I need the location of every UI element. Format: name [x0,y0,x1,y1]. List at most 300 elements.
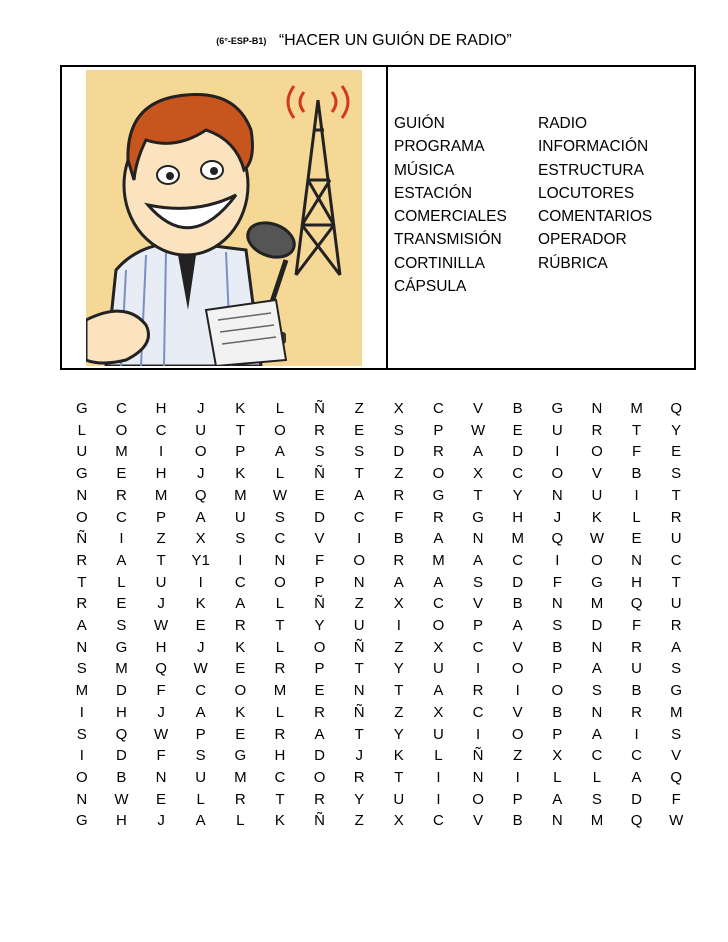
grid-letter[interactable]: Y1 [191,551,210,569]
grid-letter[interactable]: A [314,725,325,743]
grid-letter[interactable]: T [394,682,404,700]
grid-letter[interactable]: S [393,421,404,439]
grid-letter[interactable]: C [433,400,444,417]
grid-letter[interactable]: W [153,617,169,635]
grid-letter[interactable]: Ñ [314,595,325,613]
grid-letter[interactable]: Z [354,595,364,613]
grid-letter[interactable]: T [671,573,681,591]
grid-letter[interactable]: C [512,465,524,483]
grid-letter[interactable]: Q [670,768,683,786]
grid-letter[interactable]: G [591,573,603,591]
grid-letter[interactable]: M [115,443,128,461]
grid-letter[interactable]: B [552,703,563,721]
grid-letter[interactable]: U [76,443,88,461]
grid-letter[interactable]: J [355,747,363,765]
grid-letter[interactable]: O [591,551,603,569]
grid-letter[interactable]: G [432,486,445,504]
grid-letter[interactable]: A [591,660,602,678]
grid-letter[interactable]: M [590,812,604,830]
grid-letter[interactable]: H [155,465,167,483]
grid-letter[interactable]: P [552,660,563,678]
grid-letter[interactable]: J [157,595,165,613]
grid-letter[interactable]: H [116,703,127,721]
grid-letter[interactable]: V [314,530,325,548]
grid-letter[interactable]: J [553,508,562,526]
grid-letter[interactable]: S [235,530,246,548]
grid-letter[interactable]: P [314,573,325,591]
grid-letter[interactable]: X [393,400,404,417]
grid-letter[interactable]: J [157,812,165,830]
grid-letter[interactable]: Z [394,465,404,483]
grid-letter[interactable]: O [274,421,286,439]
grid-letter[interactable]: Y [393,660,404,678]
grid-letter[interactable]: S [195,747,206,765]
grid-letter[interactable]: K [195,595,206,613]
grid-letter[interactable]: R [393,486,405,504]
grid-letter[interactable]: N [472,768,484,786]
grid-letter[interactable]: J [196,400,205,417]
grid-letter[interactable]: W [589,530,605,548]
grid-letter[interactable]: S [314,443,325,461]
grid-letter[interactable]: R [353,768,365,786]
grid-letter[interactable]: Y [354,790,365,808]
grid-letter[interactable]: F [156,747,166,765]
grid-letter[interactable]: C [631,747,642,765]
grid-letter[interactable]: S [76,725,87,743]
grid-letter[interactable]: O [511,660,524,678]
grid-letter[interactable]: P [235,443,246,461]
grid-letter[interactable]: G [75,465,88,483]
grid-letter[interactable]: N [591,703,603,721]
grid-letter[interactable]: R [274,660,286,678]
grid-letter[interactable]: C [512,551,524,569]
grid-letter[interactable]: T [77,573,87,591]
grid-letter[interactable]: R [76,595,88,613]
grid-letter[interactable]: H [155,400,167,417]
grid-letter[interactable]: O [313,638,326,656]
grid-letter[interactable]: N [591,400,603,417]
grid-letter[interactable]: X [393,595,404,613]
grid-letter[interactable]: H [155,638,167,656]
grid-letter[interactable]: R [670,617,682,635]
grid-letter[interactable]: N [631,551,642,569]
grid-letter[interactable]: A [591,725,602,743]
grid-letter[interactable]: L [275,703,285,721]
grid-letter[interactable]: X [393,812,404,830]
grid-letter[interactable]: O [591,443,603,461]
grid-letter[interactable]: C [433,812,444,830]
grid-letter[interactable]: L [236,812,245,830]
grid-letter[interactable]: C [472,703,484,721]
grid-letter[interactable]: S [274,508,285,526]
grid-letter[interactable]: M [75,682,89,700]
grid-letter[interactable]: Z [354,812,364,830]
grid-letter[interactable]: E [156,790,167,808]
grid-letter[interactable]: A [433,530,444,548]
grid-letter[interactable]: Q [194,486,207,504]
grid-letter[interactable]: M [234,768,247,786]
grid-letter[interactable]: K [591,508,602,526]
grid-letter[interactable]: I [475,725,481,743]
grid-letter[interactable]: T [671,486,681,504]
grid-letter[interactable]: U [433,725,444,743]
grid-letter[interactable]: N [472,530,484,548]
grid-letter[interactable]: Ñ [353,638,365,656]
grid-letter[interactable]: O [551,682,564,700]
grid-letter[interactable]: G [115,638,128,656]
grid-letter[interactable]: G [234,747,247,765]
grid-letter[interactable]: C [433,595,444,613]
grid-letter[interactable]: Ñ [353,703,365,721]
grid-letter[interactable]: T [235,421,245,439]
grid-letter[interactable]: P [512,790,523,808]
grid-letter[interactable]: U [234,508,246,526]
grid-letter[interactable]: I [436,768,441,786]
grid-letter[interactable]: B [552,638,563,656]
grid-letter[interactable]: P [473,617,484,635]
grid-letter[interactable]: D [631,790,642,808]
grid-letter[interactable]: A [195,703,206,721]
grid-letter[interactable]: S [473,573,484,591]
grid-letter[interactable]: R [591,421,603,439]
grid-letter[interactable]: N [551,486,563,504]
grid-letter[interactable]: M [590,595,604,613]
grid-letter[interactable]: I [475,660,481,678]
grid-letter[interactable]: K [393,747,404,765]
grid-letter[interactable]: M [115,660,128,678]
grid-letter[interactable]: I [198,573,203,591]
grid-letter[interactable]: H [274,747,286,765]
grid-letter[interactable]: V [512,638,523,656]
grid-letter[interactable]: F [394,508,404,526]
grid-letter[interactable]: W [470,421,486,439]
grid-letter[interactable]: L [592,768,602,786]
grid-letter[interactable]: E [116,465,127,483]
grid-letter[interactable]: N [551,812,563,830]
grid-letter[interactable]: A [473,443,484,461]
grid-letter[interactable]: M [432,551,445,569]
grid-letter[interactable]: A [235,595,246,613]
grid-letter[interactable]: O [472,790,484,808]
grid-letter[interactable]: U [393,790,405,808]
grid-letter[interactable]: I [436,790,441,808]
grid-letter[interactable]: I [515,682,520,700]
grid-letter[interactable]: A [631,768,642,786]
grid-letter[interactable]: S [671,465,682,483]
grid-letter[interactable]: D [512,573,524,591]
grid-letter[interactable]: O [234,682,247,700]
grid-letter[interactable]: I [79,703,84,721]
grid-letter[interactable]: R [433,443,444,461]
grid-letter[interactable]: T [394,768,404,786]
grid-letter[interactable]: D [314,747,325,765]
grid-letter[interactable]: A [195,812,206,830]
grid-letter[interactable]: F [552,573,562,591]
grid-letter[interactable]: N [353,682,365,700]
grid-letter[interactable]: A [473,551,484,569]
grid-letter[interactable]: C [274,530,286,548]
grid-letter[interactable]: O [511,725,524,743]
grid-letter[interactable]: C [116,400,127,417]
grid-letter[interactable]: I [515,768,520,786]
grid-letter[interactable]: M [234,486,247,504]
grid-letter[interactable]: E [671,443,682,461]
grid-letter[interactable]: Q [155,660,167,678]
grid-letter[interactable]: I [555,551,560,569]
grid-letter[interactable]: Ñ [314,400,325,417]
grid-letter[interactable]: D [393,443,405,461]
grid-letter[interactable]: R [76,551,88,569]
grid-letter[interactable]: I [634,725,639,743]
grid-letter[interactable]: I [238,551,243,569]
grid-letter[interactable]: Z [394,703,404,721]
grid-letter[interactable]: R [393,551,405,569]
grid-letter[interactable]: D [116,747,127,765]
grid-letter[interactable]: M [630,400,643,417]
grid-letter[interactable]: N [76,790,88,808]
grid-letter[interactable]: J [196,465,205,483]
grid-letter[interactable]: Ñ [472,747,484,765]
grid-letter[interactable]: R [314,421,325,439]
grid-letter[interactable]: E [314,682,325,700]
grid-letter[interactable]: A [552,790,563,808]
grid-letter[interactable]: T [354,725,364,743]
grid-letter[interactable]: B [631,682,642,700]
grid-letter[interactable]: N [591,638,603,656]
grid-letter[interactable]: Y [393,725,404,743]
grid-letter[interactable]: L [632,508,641,526]
grid-letter[interactable]: U [551,421,563,439]
grid-letter[interactable]: Ñ [76,530,88,548]
grid-letter[interactable]: T [354,465,364,483]
grid-letter[interactable]: P [552,725,563,743]
grid-letter[interactable]: A [512,617,523,635]
grid-letter[interactable]: D [314,508,325,526]
grid-letter[interactable]: C [472,638,484,656]
grid-letter[interactable]: B [631,465,642,483]
grid-letter[interactable]: O [194,443,207,461]
grid-letter[interactable]: A [433,573,444,591]
grid-letter[interactable]: P [314,660,325,678]
grid-letter[interactable]: L [275,638,285,656]
grid-letter[interactable]: I [79,747,84,765]
grid-letter[interactable]: P [195,725,206,743]
grid-letter[interactable]: S [671,725,682,743]
grid-letter[interactable]: U [631,660,642,678]
grid-letter[interactable]: R [631,638,642,656]
grid-letter[interactable]: C [234,573,246,591]
grid-letter[interactable]: X [433,703,444,721]
grid-letter[interactable]: M [273,682,287,700]
grid-letter[interactable]: G [75,812,88,830]
grid-letter[interactable]: I [555,443,560,461]
grid-letter[interactable]: X [552,747,563,765]
grid-letter[interactable]: N [274,551,286,569]
grid-letter[interactable]: Ñ [314,465,325,483]
grid-letter[interactable]: A [671,638,682,656]
grid-letter[interactable]: O [551,465,564,483]
grid-letter[interactable]: G [670,682,683,700]
grid-letter[interactable]: W [669,812,684,830]
grid-letter[interactable]: K [235,638,246,656]
grid-letter[interactable]: A [433,682,444,700]
grid-letter[interactable]: X [433,638,444,656]
grid-letter[interactable]: W [153,725,169,743]
grid-letter[interactable]: N [155,768,167,786]
grid-letter[interactable]: Y [671,421,682,439]
grid-letter[interactable]: D [512,443,524,461]
grid-letter[interactable]: V [473,812,484,830]
grid-letter[interactable]: R [314,790,325,808]
grid-letter[interactable]: C [155,421,167,439]
grid-letter[interactable]: R [670,508,682,526]
grid-letter[interactable]: Y [512,486,523,504]
grid-letter[interactable]: R [116,486,127,504]
grid-letter[interactable]: O [75,508,88,526]
grid-letter[interactable]: E [116,595,127,613]
grid-letter[interactable]: T [354,660,364,678]
grid-letter[interactable]: S [76,660,87,678]
grid-letter[interactable]: Q [115,725,128,743]
grid-letter[interactable]: I [119,530,124,548]
grid-letter[interactable]: C [274,768,286,786]
grid-letter[interactable]: B [393,530,404,548]
grid-letter[interactable]: L [275,465,285,483]
grid-letter[interactable]: U [195,421,207,439]
grid-letter[interactable]: L [196,790,205,808]
grid-letter[interactable]: D [116,682,127,700]
grid-letter[interactable]: S [591,790,602,808]
grid-letter[interactable]: E [235,725,246,743]
grid-letter[interactable]: L [117,573,126,591]
grid-letter[interactable]: U [591,486,603,504]
grid-letter[interactable]: K [235,400,246,417]
grid-letter[interactable]: O [313,768,326,786]
grid-letter[interactable]: N [551,595,563,613]
grid-letter[interactable]: L [434,747,443,765]
grid-letter[interactable]: R [234,790,246,808]
grid-letter[interactable]: R [631,703,642,721]
grid-letter[interactable]: F [671,790,681,808]
grid-letter[interactable]: I [634,486,639,504]
grid-letter[interactable]: H [631,573,642,591]
grid-letter[interactable]: A [76,617,87,635]
grid-letter[interactable]: O [432,465,445,483]
grid-letter[interactable]: B [512,812,523,830]
grid-letter[interactable]: L [77,421,86,439]
grid-letter[interactable]: B [512,595,523,613]
grid-letter[interactable]: S [591,682,602,700]
grid-letter[interactable]: T [275,617,285,635]
grid-letter[interactable]: S [116,617,127,635]
grid-letter[interactable]: O [274,573,286,591]
grid-letter[interactable]: O [75,768,88,786]
grid-letter[interactable]: I [396,617,401,635]
grid-letter[interactable]: E [631,530,642,548]
grid-letter[interactable]: C [195,682,207,700]
grid-letter[interactable]: F [631,617,642,635]
grid-letter[interactable]: Z [354,400,364,417]
grid-letter[interactable]: L [275,400,285,417]
grid-letter[interactable]: T [156,551,166,569]
grid-letter[interactable]: I [158,443,164,461]
grid-letter[interactable]: P [433,421,444,439]
grid-letter[interactable]: X [473,465,484,483]
grid-letter[interactable]: Q [630,812,643,830]
grid-letter[interactable]: U [670,530,682,548]
grid-letter[interactable]: S [354,443,365,461]
grid-letter[interactable]: B [116,768,127,786]
grid-letter[interactable]: P [156,508,167,526]
grid-letter[interactable]: C [670,551,682,569]
grid-letter[interactable]: E [314,486,325,504]
grid-letter[interactable]: E [354,421,365,439]
grid-letter[interactable]: D [591,617,603,635]
grid-letter[interactable]: S [671,660,682,678]
grid-letter[interactable]: L [553,768,562,786]
grid-letter[interactable]: K [235,703,246,721]
grid-letter[interactable]: X [195,530,206,548]
grid-letter[interactable]: M [511,530,524,548]
grid-letter[interactable]: A [354,486,365,504]
grid-letter[interactable]: G [551,400,564,417]
grid-letter[interactable]: H [116,812,127,830]
grid-letter[interactable]: F [156,682,166,700]
grid-letter[interactable]: E [195,617,206,635]
grid-letter[interactable]: Ñ [314,812,325,830]
grid-letter[interactable]: V [591,465,602,483]
grid-letter[interactable]: W [272,486,288,504]
grid-letter[interactable]: V [512,703,523,721]
grid-letter[interactable]: Z [513,747,523,765]
grid-letter[interactable]: R [234,617,246,635]
grid-letter[interactable]: S [552,617,563,635]
grid-letter[interactable]: O [353,551,366,569]
grid-letter[interactable]: H [512,508,524,526]
grid-letter[interactable]: J [196,638,205,656]
grid-letter[interactable]: V [473,400,484,417]
grid-letter[interactable]: T [275,790,285,808]
grid-letter[interactable]: E [235,660,246,678]
grid-letter[interactable]: W [193,660,208,678]
grid-letter[interactable]: Q [670,400,683,417]
grid-letter[interactable]: U [433,660,444,678]
grid-letter[interactable]: G [75,400,88,417]
grid-letter[interactable]: L [275,595,285,613]
grid-letter[interactable]: F [631,443,642,461]
grid-letter[interactable]: N [76,638,88,656]
grid-letter[interactable]: O [432,617,445,635]
grid-letter[interactable]: Y [314,617,325,635]
grid-letter[interactable]: W [114,790,129,808]
grid-letter[interactable]: K [235,465,246,483]
grid-letter[interactable]: C [591,747,603,765]
grid-letter[interactable]: A [274,443,285,461]
grid-letter[interactable]: O [115,421,128,439]
grid-letter[interactable]: V [473,595,484,613]
grid-letter[interactable]: N [76,486,88,504]
grid-letter[interactable]: T [631,421,642,439]
grid-letter[interactable]: G [472,508,484,526]
grid-letter[interactable]: U [195,768,207,786]
grid-letter[interactable]: I [357,530,362,548]
grid-letter[interactable]: R [433,508,444,526]
grid-letter[interactable]: T [473,486,483,504]
grid-letter[interactable]: C [116,508,127,526]
grid-letter[interactable]: N [353,573,365,591]
grid-letter[interactable]: Z [156,530,166,548]
grid-letter[interactable]: C [353,508,365,526]
